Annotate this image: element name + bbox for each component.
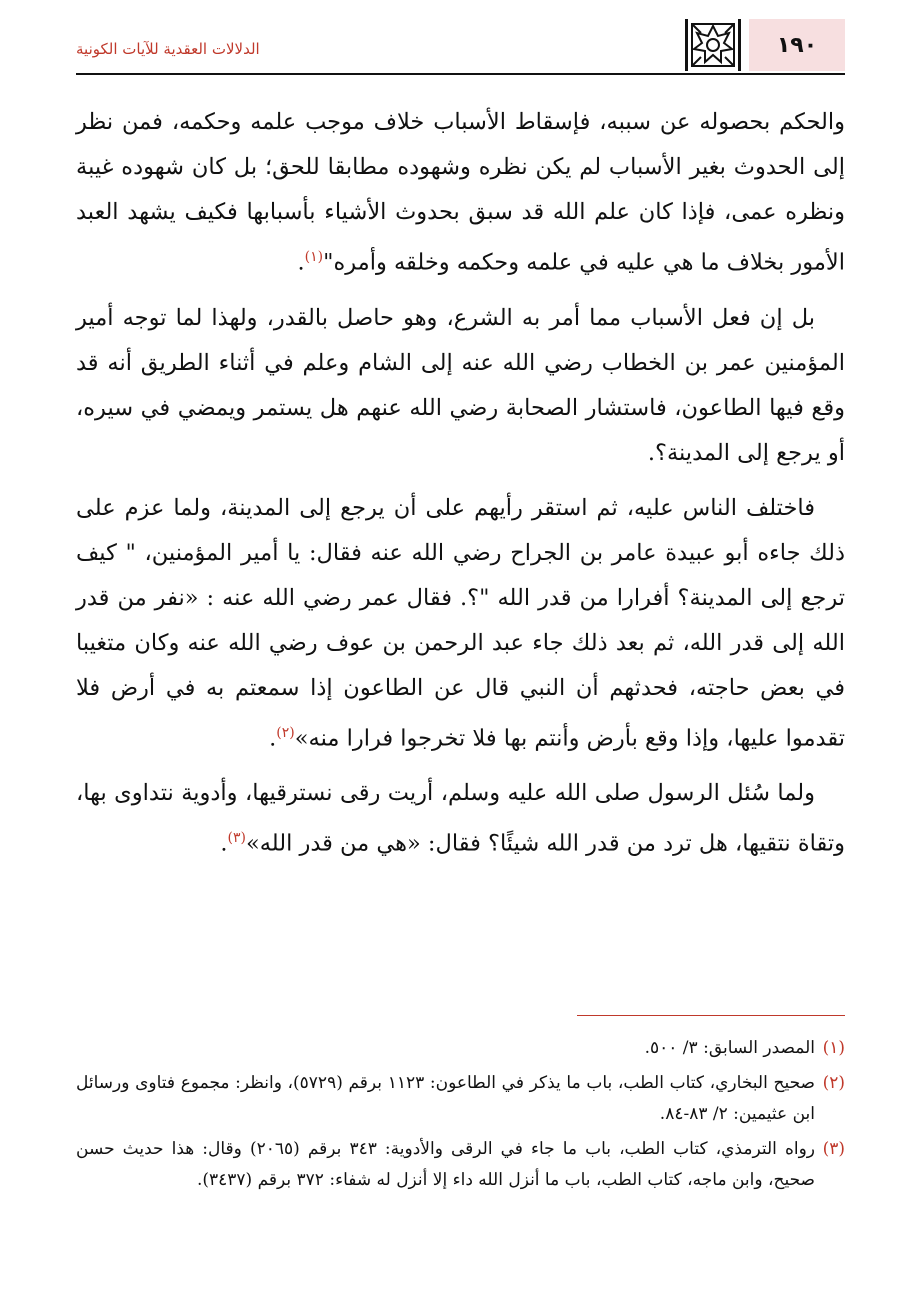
paragraph-1-text: والحكم بحصوله عن سببه، فإسقاط الأسباب خلاف موجب علمه وحكمه، فمن نظر إلى الحدوث بغير الأسباب لم يكن نظره وشهوده مطابقا للحق؛ بل كان شهوده غيبة ونظره عمى، فإذا كان علم الله قد سبق بحدوث الأشياء بأسبابها فكيف يشهد العبد الأمور بخلاف ما هي عليه في علمه وحكمه وخلقه وأمره" xyxy=(76,109,845,276)
main-text xyxy=(76,100,845,877)
paragraph-3-end: . xyxy=(269,725,277,751)
footnote-text: المصدر السابق: ٣/ ٥٠٠. xyxy=(644,1038,815,1058)
header-divider xyxy=(76,73,845,75)
footnote-text: صحيح البخاري، كتاب الطب، باب ما يذكر في الطاعون: ١١٢٣ برقم (٥٧٢٩)، وانظر: مجموع فتاوى ورسائل ابن عثيمين: ٢/ ٨٣-٨٤. xyxy=(76,1073,815,1124)
footnote-number: (٢) xyxy=(822,1073,845,1093)
paragraph-4 xyxy=(76,771,845,867)
footnote-text: رواه الترمذي، كتاب الطب، باب ما جاء في الرقى والأدوية: ٣٤٣ برقم (٢٠٦٥) وقال: هذا حديث حسن صحيح، وابن ماجه، كتاب الطب، باب ما أنزل الله داء إلا أنزل له شفاء: ٣٧٢ برقم (٣٤٣٧). xyxy=(76,1139,815,1190)
paragraph-1 xyxy=(76,100,845,286)
page-number-label: ١٩٠ xyxy=(776,32,818,58)
footnotes xyxy=(76,1033,845,1200)
footnote-item xyxy=(76,1068,845,1130)
footnote-ref-2[interactable]: (٢) xyxy=(276,724,295,741)
ornament-star-icon xyxy=(691,23,735,67)
paragraph-3-text: فاختلف الناس عليه، ثم استقر رأيهم على أن يرجع إلى المدينة، ولما عزم على ذلك جاءه أبو عبيدة عامر بن الجراح رضي الله عنه فقال: يا أمير المؤمنين، " كيف ترجع إلى المدينة؟ أفرارا من قدر الله "؟. فقال عمر رضي الله عنه : «نفر من قدر الله إلى قدر الله، ثم بعد ذلك جاء عبد الرحمن بن عوف رضي الله عنه وكان متغيبا في بعض حاجته، فحدثهم أن النبي قال عن الطاعون إذا سمعتم به في أرض فلا تقدموا عليها، وإذا وقع بأرض وأنتم بها فلا تخرجوا فرارا منه» xyxy=(76,494,845,751)
footnote-ref-1[interactable]: (١) xyxy=(304,249,324,265)
footnote-number: (١) xyxy=(822,1038,845,1058)
footnote-number: (٣) xyxy=(822,1139,845,1159)
footnote-item xyxy=(76,1134,845,1196)
paragraph-1-end: . xyxy=(297,249,305,276)
paragraph-2-text: بل إن فعل الأسباب مما أمر به الشرع، وهو حاصل بالقدر، ولهذا لما توجه أمير المؤمنين عمر بن الخطاب رضي الله عنه إلى الشام وعلم في أثناء الطريق أنه قد وقع فيها الطاعون، فاستشار الصحابة رضي الله عنهم هل يستمر ويمضي في سيره، أو يرجع إلى المدينة؟. xyxy=(76,304,845,466)
page-number xyxy=(749,19,845,71)
footnote-item xyxy=(76,1033,845,1064)
paragraph-3 xyxy=(76,486,845,762)
footnote-ref-3[interactable]: (٣) xyxy=(227,830,246,846)
running-title: الدلالات العقدية للآيات الكونية xyxy=(76,40,260,58)
islamic-star-ornament-icon xyxy=(685,19,741,71)
paragraph-4-end: . xyxy=(220,830,228,857)
paragraph-4-text: ولما سُئل الرسول صلى الله عليه وسلم، أريت رقى نسترقيها، وأدوية نتداوى بها، وتقاة نتقيها، هل ترد من قدر الله شيئًا؟ فقال: «هي من قدر الله» xyxy=(76,780,845,857)
paragraph-2 xyxy=(76,296,845,476)
footnote-divider xyxy=(577,1015,845,1016)
